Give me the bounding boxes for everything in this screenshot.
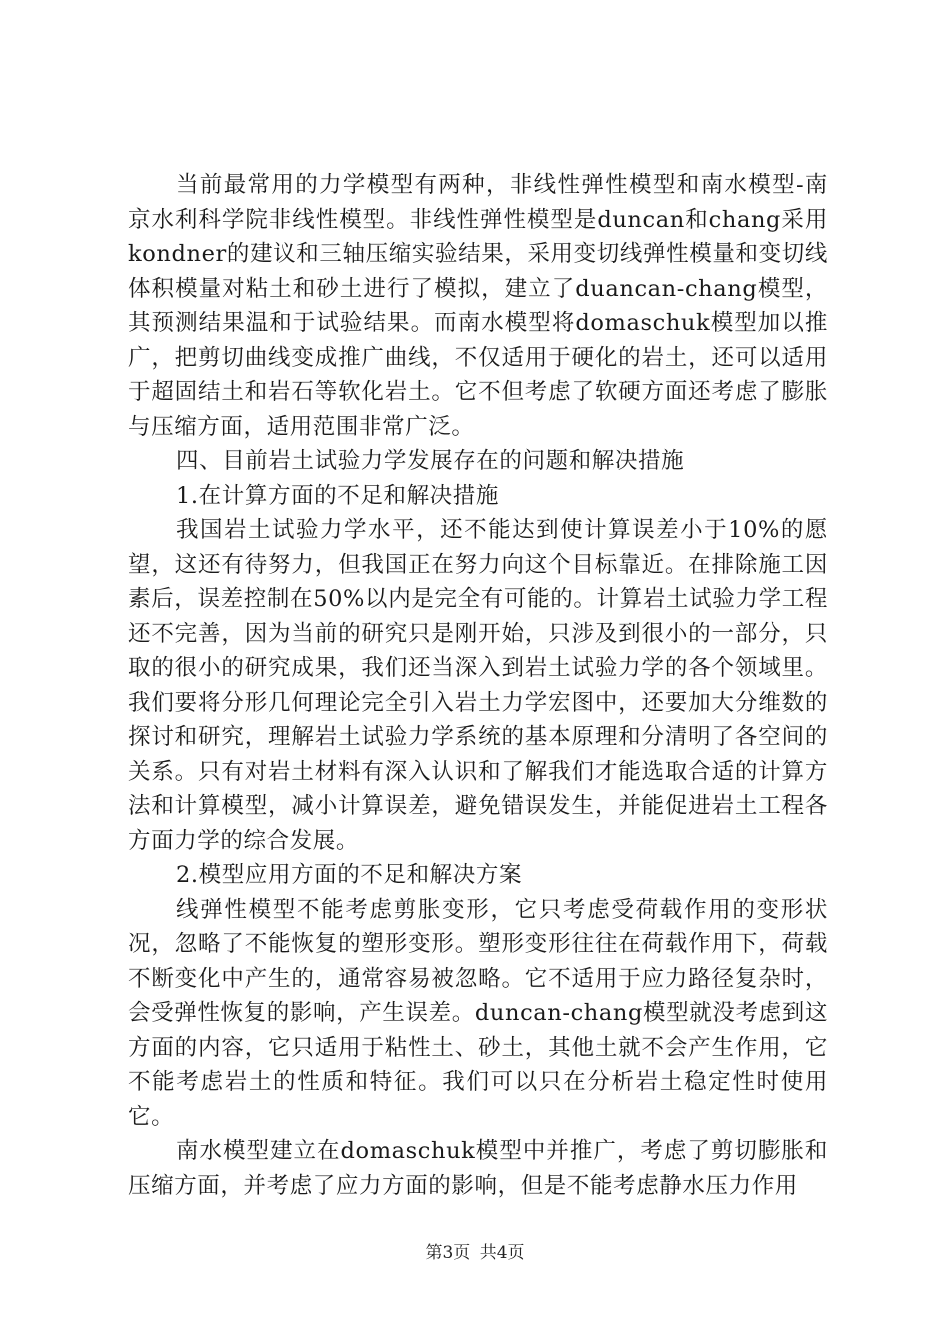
- paragraph-linear-elastic: 线弹性模型不能考虑剪胀变形，它只考虑受荷载作用的变形状况，忽略了不能恢复的塑形变形。塑形变形往往在荷载作用下，荷载不断变化中产生的，通常容易被忽略。它不适用于应力路径复杂时，会受弹性恢复的影响，产生误差。duncan-chang模型就没考虑到这方面的内容，它只适用于粘性土、砂土，其他土就不会产生作用，它不能考虑岩土的性质和特征。我们可以只在分析岩土稳定性时使用它。: [128, 896, 828, 1130]
- paragraph-nanshui-model: 南水模型建立在domaschuk模型中并推广，考虑了剪切膨胀和压缩方面，并考虑了应力方面的影响，但是不能考虑静水压力作用: [128, 1138, 828, 1199]
- paragraph-calculation: 我国岩土试验力学水平，还不能达到使计算误差小于10%的愿望，这还有待努力，但我国正在努力向这个目标靠近。在排除施工因素后，误差控制在50%以内是完全有可能的。计算岩土试验力学工程还不完善，因为当前的研究只是刚开始，只涉及到很小的一部分，只取的很小的研究成果，我们还当深入到岩土试验力学的各个领域里。我们要将分形几何理论完全引入岩土力学宏图中，还要加大分维数的探讨和研究，理解岩土试验力学系统的基本原理和分清明了各空间的关系。只有对岩土材料有深入认识和了解我们才能选取合适的计算方法和计算模型，减小计算误差，避免错误发生，并能促进岩土工程各方面力学的综合发展。: [128, 517, 828, 854]
- subheading-model-application: 2.模型应用方面的不足和解决方案: [176, 862, 523, 888]
- paragraph-models-overview: 当前最常用的力学模型有两种，非线性弹性模型和南水模型-南京水利科学院非线性模型。非线性弹性模型是duncan和chang采用kondner的建议和三轴压缩实验结果，采用变切线弹性模量和变切线体积模量对粘土和砂土进行了模拟，建立了duancan-chang模型，其预测结果温和于试验结果。而南水模型将domaschuk模型加以推广，把剪切曲线变成推广曲线，不仅适用于硬化的岩土，还可以适用于超固结土和岩石等软化岩土。它不但考虑了软硬方面还考虑了膨胀与压缩方面，适用范围非常广泛。: [128, 172, 828, 440]
- document-body: [128, 168, 828, 1203]
- page-number: 第3页: [425, 1243, 471, 1263]
- page-footer: [0, 1238, 950, 1263]
- page-total: 共4页: [479, 1243, 525, 1263]
- subheading-calculation: 1.在计算方面的不足和解决措施: [176, 482, 499, 509]
- section-heading-problems: 四、目前岩土试验力学发展存在的问题和解决措施: [176, 448, 685, 474]
